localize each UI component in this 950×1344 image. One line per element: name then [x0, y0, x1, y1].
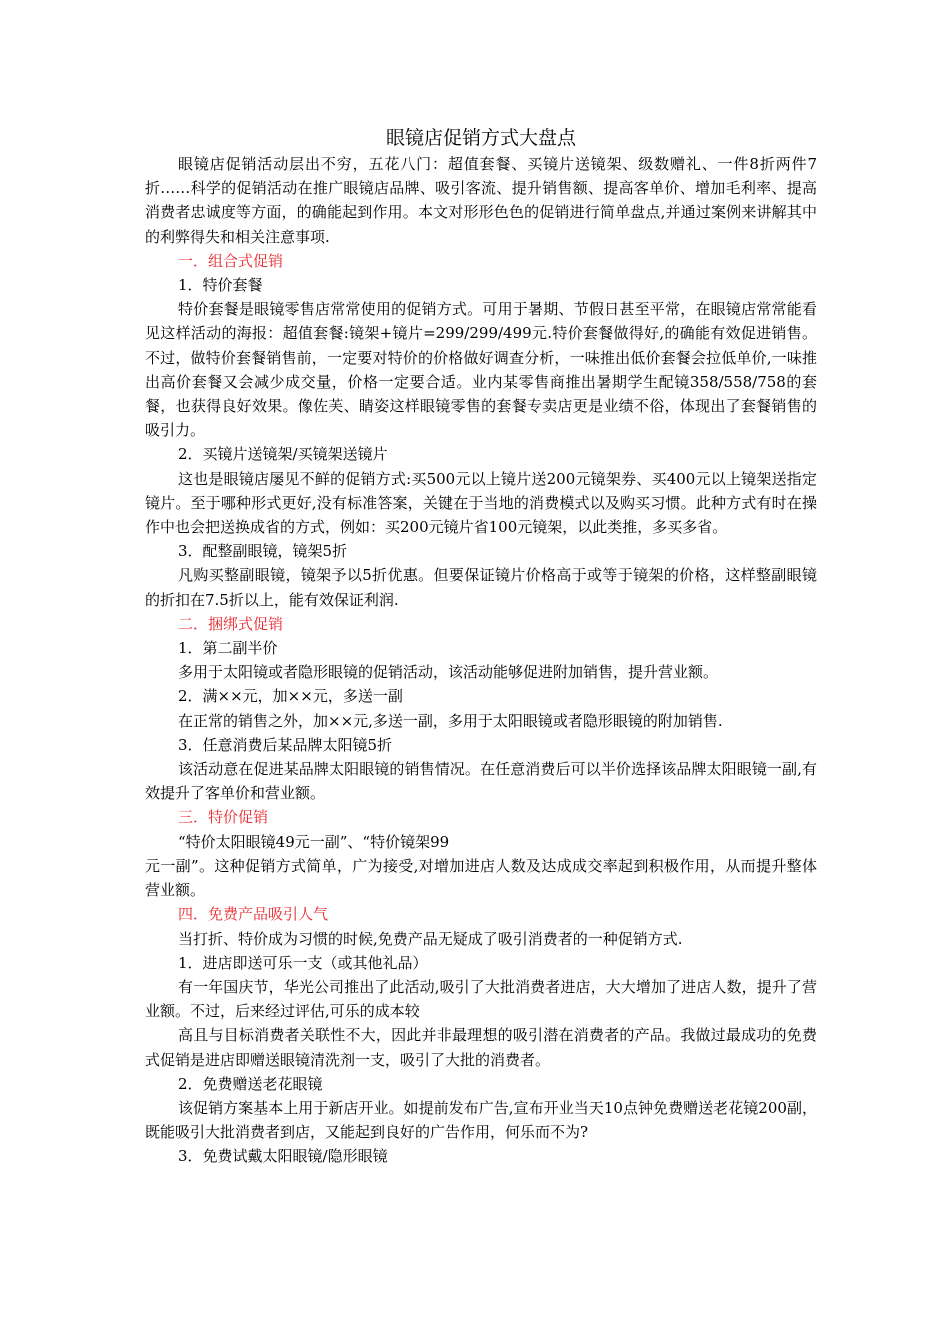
item-title: 1．特价套餐	[178, 276, 263, 295]
intro-paragraph: 眼镜店促销活动层出不穷，五花八门：超值套餐、买镜片送镜架、级数赠礼、一件8折两件7折……科学的促销活动在推广眼镜店品牌、吸引客流、提升销售额、提高客单价、增加毛利率、提高消费者忠诚度等方面，的确能起到作用。本文对形形色色的促销进行简单盘点,并通过案例来讲解其中的利弊得失和相关注意事项.	[145, 155, 817, 246]
item-body: 凡购买整副眼镜，镜架予以5折优惠。但要保证镜片价格高于或等于镜架的价格，这样整副眼镜的折扣在7.5折以上，能有效保证利润.	[145, 566, 817, 609]
item-title: 2．买镜片送镜架/买镜架送镜片	[178, 445, 388, 464]
item-title: 1．进店即送可乐一支（或其他礼品）	[178, 953, 428, 972]
item-body: 高且与目标消费者关联性不大，因此并非最理想的吸引潜在消费者的产品。我做过最成功的免费式促销是进店即赠送眼镜清洗剂一支，吸引了大批的消费者。	[145, 1026, 817, 1069]
item-title: 3．任意消费后某品牌太阳镜5折	[178, 735, 393, 754]
item-body: 特价套餐是眼镜零售店常常使用的促销方式。可用于暑期、节假日甚至平常，在眼镜店常常能看见这样活动的海报：超值套餐:镜架+镜片=299/299/499元.特价套餐做得好,的确能有效促进销售。不过，做特价套餐销售前，一定要对特价的价格做好调查分析，一味推出低价套餐会拉低单价,一味推出高价套餐又会减少成交量，价格一定要合适。业内某零售商推出暑期学生配镜358/558/758的套餐，也获得良好效果。像佐芙、睛姿这样眼镜零售的套餐专卖店更是业绩不俗，体现出了套餐销售的吸引力。	[145, 300, 817, 440]
section-intro: 当打折、特价成为习惯的时候,免费产品无疑成了吸引消费者的一种促销方式.	[178, 929, 683, 948]
item-title: 2．免费赠送老花眼镜	[178, 1074, 323, 1093]
item-title: 3．免费试戴太阳眼镜/隐形眼镜	[178, 1147, 388, 1166]
section-heading-combo: 一．组合式促销	[178, 251, 284, 270]
section-heading-bundle: 二．捆绑式促销	[178, 614, 284, 633]
item-title: 1．第二副半价	[178, 639, 278, 658]
item-body: 该活动意在促进某品牌太阳眼镜的销售情况。在任意消费后可以半价选择该品牌太阳眼镜一副,有效提升了客单价和营业额。	[145, 760, 817, 803]
item-body: 元一副”。这种促销方式简单，广为接受,对增加进店人数及达成成交率起到积极作用，从而提升整体营业额。	[145, 856, 817, 900]
item-body: 多用于太阳镜或者隐形眼镜的促销活动，该活动能够促进附加销售，提升营业额。	[178, 663, 719, 682]
item-title: 2．满××元，加××元，多送一副	[178, 687, 403, 706]
document-title: 眼镜店促销方式大盘点	[385, 127, 576, 149]
item-body: 在正常的销售之外，加××元,多送一副，多用于太阳眼镜或者隐形眼镜的附加销售.	[178, 711, 723, 730]
item-body: “特价太阳眼镜49元一副”、“特价镜架99	[178, 832, 450, 851]
section-heading-free-products: 四．免费产品吸引人气	[178, 905, 329, 924]
item-title: 3．配整副眼镜，镜架5折	[178, 542, 348, 561]
item-body: 这也是眼镜店屡见不鲜的促销方式:买500元以上镜片送200元镜架券、买400元以上镜架送指定镜片。至于哪种形式更好,没有标准答案，关键在于当地的消费模式以及购买习惯。此种方式有时在操作中也会把送换成省的方式，例如：买200元镜片省100元镜架，以此类推，多买多省。	[145, 469, 817, 537]
section-heading-special-price: 三．特价促销	[178, 808, 269, 827]
item-body: 该促销方案基本上用于新店开业。如提前发布广告,宣布开业当天10点钟免费赠送老花镜200副，既能吸引大批消费者到店，又能起到良好的广告作用，何乐而不为?	[145, 1098, 817, 1142]
item-body: 有一年国庆节，华光公司推出了此活动,吸引了大批消费者进店，大大增加了进店人数，提升了营业额。不过，后来经过评估,可乐的成本较	[145, 977, 817, 1021]
document-body	[145, 124, 817, 1169]
